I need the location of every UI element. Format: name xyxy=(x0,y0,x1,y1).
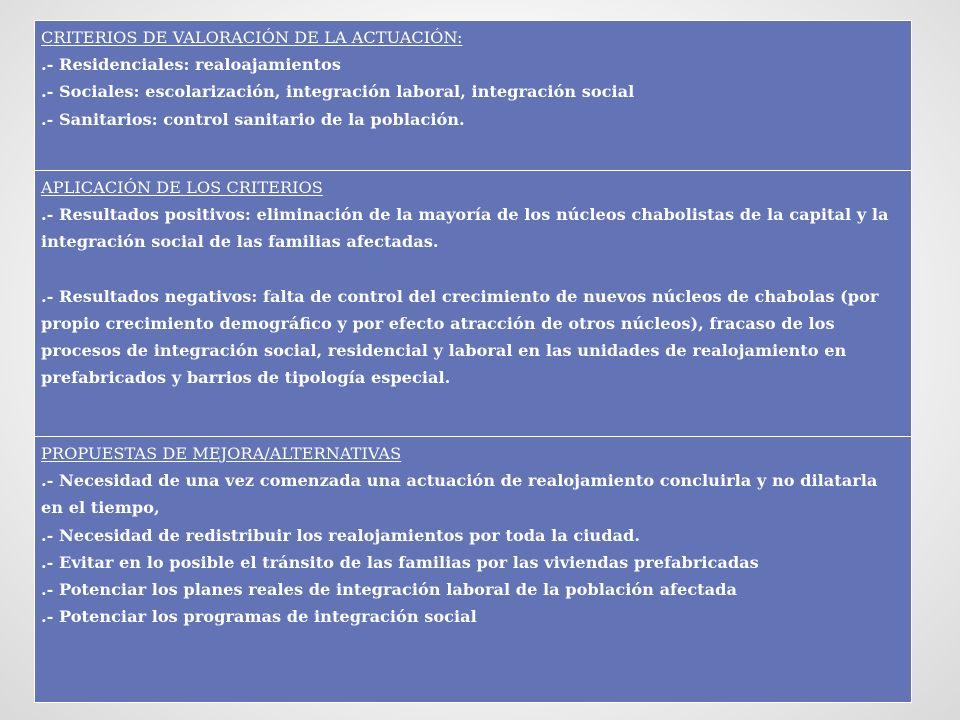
criteria-social-line: .- Sociales: escolarización, integración laboral, integración social xyxy=(41,82,635,102)
criteria-cell xyxy=(35,21,912,171)
application-cell xyxy=(35,171,912,437)
positive-results-text: .- Resultados positivos: eliminación de la mayoría de los núcleos chabolistas de la capital y la integración social de las familias afectadas. xyxy=(41,205,889,252)
application-heading: APLICACIÓN DE LOS CRITERIOS xyxy=(41,178,323,197)
criteria-residential-line: .- Residenciales: realoajamientos xyxy=(41,55,341,75)
paragraph-spacer xyxy=(41,256,905,283)
proposals-cell xyxy=(35,437,912,703)
proposal-labor-plans-line: .- Potenciar los planes reales de integración laboral de la población afectada xyxy=(41,580,737,600)
proposal-avoid-prefab-line: .- Evitar en lo posible el tránsito de las familias por las viviendas prefabricadas xyxy=(41,552,759,572)
proposal-social-programs-line: .- Potenciar los programas de integración social xyxy=(41,607,477,627)
table-row xyxy=(35,171,912,437)
proposal-redistribute-line: .- Necesidad de redistribuir los realojamientos por toda la ciudad. xyxy=(41,525,640,545)
criteria-heading: CRITERIOS DE VALORACIÓN DE LA ACTUACIÓN: xyxy=(41,28,463,47)
proposal-conclude-line: .- Necesidad de una vez comenzada una actuación de realojamiento concluirla y no dilatarla en el tiempo, xyxy=(41,471,878,518)
table-row xyxy=(35,21,912,171)
content-table xyxy=(34,20,912,703)
negative-results-text: .- Resultados negativos: falta de control del crecimiento de nuevos núcleos de chabolas (por propio crecimiento demográfico y por efecto atracción de otros núcleos), fracaso de los procesos de integración social, residencial y laboral en las unidades de realojamiento en prefabricados y barrios de tipología especial. xyxy=(41,286,879,388)
proposals-heading: PROPUESTAS DE MEJORA/ALTERNATIVAS xyxy=(41,444,402,463)
criteria-health-line: .- Sanitarios: control sanitario de la población. xyxy=(41,109,465,129)
table-row xyxy=(35,437,912,703)
